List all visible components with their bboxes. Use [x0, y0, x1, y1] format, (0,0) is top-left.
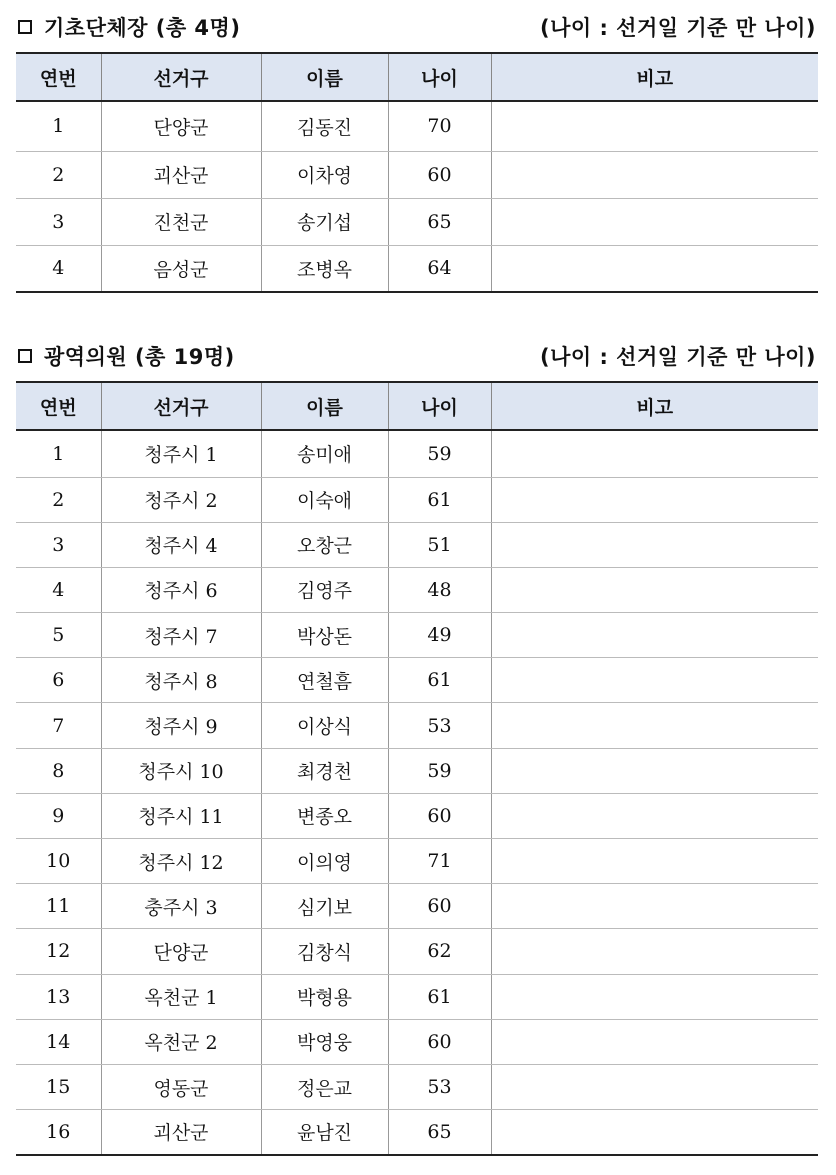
- cell-district: 청주시 8: [101, 658, 261, 703]
- header-name: 이름: [261, 382, 388, 430]
- table-row: [16, 567, 818, 612]
- table-row: [16, 748, 818, 793]
- cell-name: 조병옥: [261, 245, 388, 292]
- header-age: 나이: [388, 382, 491, 430]
- cell-district: 괴산군: [101, 151, 261, 198]
- cell-name: 박형용: [261, 974, 388, 1019]
- cell-remark: [491, 522, 818, 567]
- cell-no: 4: [16, 245, 101, 292]
- cell-age: 51: [388, 522, 491, 567]
- cell-district: 음성군: [101, 245, 261, 292]
- cell-age: 59: [388, 430, 491, 477]
- cell-name: 최경천: [261, 748, 388, 793]
- cell-no: 6: [16, 658, 101, 703]
- cell-remark: [491, 613, 818, 658]
- header-remark: 비고: [491, 53, 818, 101]
- cell-name: 김영주: [261, 567, 388, 612]
- cell-age: 49: [388, 613, 491, 658]
- cell-district: 단양군: [101, 929, 261, 974]
- cell-age: 62: [388, 929, 491, 974]
- cell-remark: [491, 658, 818, 703]
- cell-name: 이상식: [261, 703, 388, 748]
- header-name: 이름: [261, 53, 388, 101]
- cell-name: 정은교: [261, 1064, 388, 1109]
- cell-no: 11: [16, 884, 101, 929]
- cell-no: 13: [16, 974, 101, 1019]
- cell-district: 진천군: [101, 198, 261, 245]
- table-row: [16, 430, 818, 477]
- cell-no: 12: [16, 929, 101, 974]
- cell-name: 박영웅: [261, 1019, 388, 1064]
- cell-age: 61: [388, 658, 491, 703]
- table-row: [16, 703, 818, 748]
- cell-age: 60: [388, 151, 491, 198]
- cell-district: 영동군: [101, 1064, 261, 1109]
- cell-name: 송기섭: [261, 198, 388, 245]
- cell-age: 65: [388, 198, 491, 245]
- cell-district: 청주시 9: [101, 703, 261, 748]
- cell-name: 김창식: [261, 929, 388, 974]
- cell-remark: [491, 245, 818, 292]
- cell-age: 53: [388, 703, 491, 748]
- cell-district: 청주시 11: [101, 793, 261, 838]
- cell-no: 2: [16, 477, 101, 522]
- cell-age: 60: [388, 1019, 491, 1064]
- table-row: [16, 658, 818, 703]
- cell-no: 1: [16, 101, 101, 151]
- cell-district: 단양군: [101, 101, 261, 151]
- cell-remark: [491, 1019, 818, 1064]
- cell-district: 청주시 1: [101, 430, 261, 477]
- checkbox-bullet-icon: [18, 349, 32, 363]
- cell-name: 심기보: [261, 884, 388, 929]
- checkbox-bullet-icon: [18, 20, 32, 34]
- cell-remark: [491, 884, 818, 929]
- cell-age: 60: [388, 884, 491, 929]
- table-row: [16, 793, 818, 838]
- table-header-row: [16, 53, 818, 101]
- cell-no: 1: [16, 430, 101, 477]
- cell-name: 이숙애: [261, 477, 388, 522]
- cell-remark: [491, 1064, 818, 1109]
- section2-title: 광역의원 (총 19명): [44, 345, 235, 369]
- cell-age: 64: [388, 245, 491, 292]
- header-age: 나이: [388, 53, 491, 101]
- table-row: [16, 101, 818, 151]
- section1-age-note: (나이 : 선거일 기준 만 나이): [539, 16, 816, 40]
- cell-district: 괴산군: [101, 1110, 261, 1155]
- cell-district: 청주시 2: [101, 477, 261, 522]
- cell-remark: [491, 929, 818, 974]
- cell-age: 59: [388, 748, 491, 793]
- cell-remark: [491, 198, 818, 245]
- cell-district: 청주시 4: [101, 522, 261, 567]
- cell-no: 15: [16, 1064, 101, 1109]
- cell-age: 53: [388, 1064, 491, 1109]
- cell-remark: [491, 430, 818, 477]
- table-row: [16, 884, 818, 929]
- section2-table: [16, 381, 818, 1156]
- cell-age: 61: [388, 974, 491, 1019]
- cell-no: 3: [16, 522, 101, 567]
- header-no: 연번: [16, 382, 101, 430]
- cell-no: 16: [16, 1110, 101, 1155]
- table-row: [16, 929, 818, 974]
- cell-remark: [491, 839, 818, 884]
- cell-name: 송미애: [261, 430, 388, 477]
- header-district: 선거구: [101, 53, 261, 101]
- cell-no: 7: [16, 703, 101, 748]
- cell-name: 변종오: [261, 793, 388, 838]
- table-row: [16, 477, 818, 522]
- cell-remark: [491, 793, 818, 838]
- cell-name: 이의영: [261, 839, 388, 884]
- table-row: [16, 151, 818, 198]
- cell-remark: [491, 567, 818, 612]
- table-row: [16, 613, 818, 658]
- cell-no: 9: [16, 793, 101, 838]
- cell-name: 오창근: [261, 522, 388, 567]
- cell-remark: [491, 151, 818, 198]
- cell-age: 48: [388, 567, 491, 612]
- table-row: [16, 1064, 818, 1109]
- cell-name: 윤남진: [261, 1110, 388, 1155]
- cell-age: 70: [388, 101, 491, 151]
- cell-no: 2: [16, 151, 101, 198]
- cell-name: 박상돈: [261, 613, 388, 658]
- cell-age: 60: [388, 793, 491, 838]
- cell-district: 청주시 12: [101, 839, 261, 884]
- cell-district: 옥천군 2: [101, 1019, 261, 1064]
- table-row: [16, 245, 818, 292]
- cell-district: 청주시 6: [101, 567, 261, 612]
- table-row: [16, 974, 818, 1019]
- header-no: 연번: [16, 53, 101, 101]
- header-district: 선거구: [101, 382, 261, 430]
- section1-table: [16, 52, 818, 293]
- cell-age: 61: [388, 477, 491, 522]
- section1-title: 기초단체장 (총 4명): [44, 16, 241, 40]
- table-header-row: [16, 382, 818, 430]
- table-row: [16, 1019, 818, 1064]
- cell-no: 3: [16, 198, 101, 245]
- header-remark: 비고: [491, 382, 818, 430]
- cell-remark: [491, 703, 818, 748]
- cell-no: 8: [16, 748, 101, 793]
- cell-age: 65: [388, 1110, 491, 1155]
- cell-remark: [491, 748, 818, 793]
- cell-remark: [491, 974, 818, 1019]
- section2-header: [14, 339, 816, 373]
- cell-name: 연철흠: [261, 658, 388, 703]
- cell-remark: [491, 101, 818, 151]
- cell-remark: [491, 477, 818, 522]
- cell-age: 71: [388, 839, 491, 884]
- cell-no: 14: [16, 1019, 101, 1064]
- table-row: [16, 839, 818, 884]
- cell-name: 김동진: [261, 101, 388, 151]
- section1-header: [14, 10, 816, 44]
- cell-no: 5: [16, 613, 101, 658]
- cell-district: 옥천군 1: [101, 974, 261, 1019]
- table-row: [16, 522, 818, 567]
- cell-no: 4: [16, 567, 101, 612]
- cell-district: 청주시 7: [101, 613, 261, 658]
- cell-name: 이차영: [261, 151, 388, 198]
- table-row: [16, 198, 818, 245]
- cell-district: 충주시 3: [101, 884, 261, 929]
- cell-remark: [491, 1110, 818, 1155]
- table-row: [16, 1110, 818, 1155]
- cell-no: 10: [16, 839, 101, 884]
- section2-age-note: (나이 : 선거일 기준 만 나이): [539, 345, 816, 369]
- cell-district: 청주시 10: [101, 748, 261, 793]
